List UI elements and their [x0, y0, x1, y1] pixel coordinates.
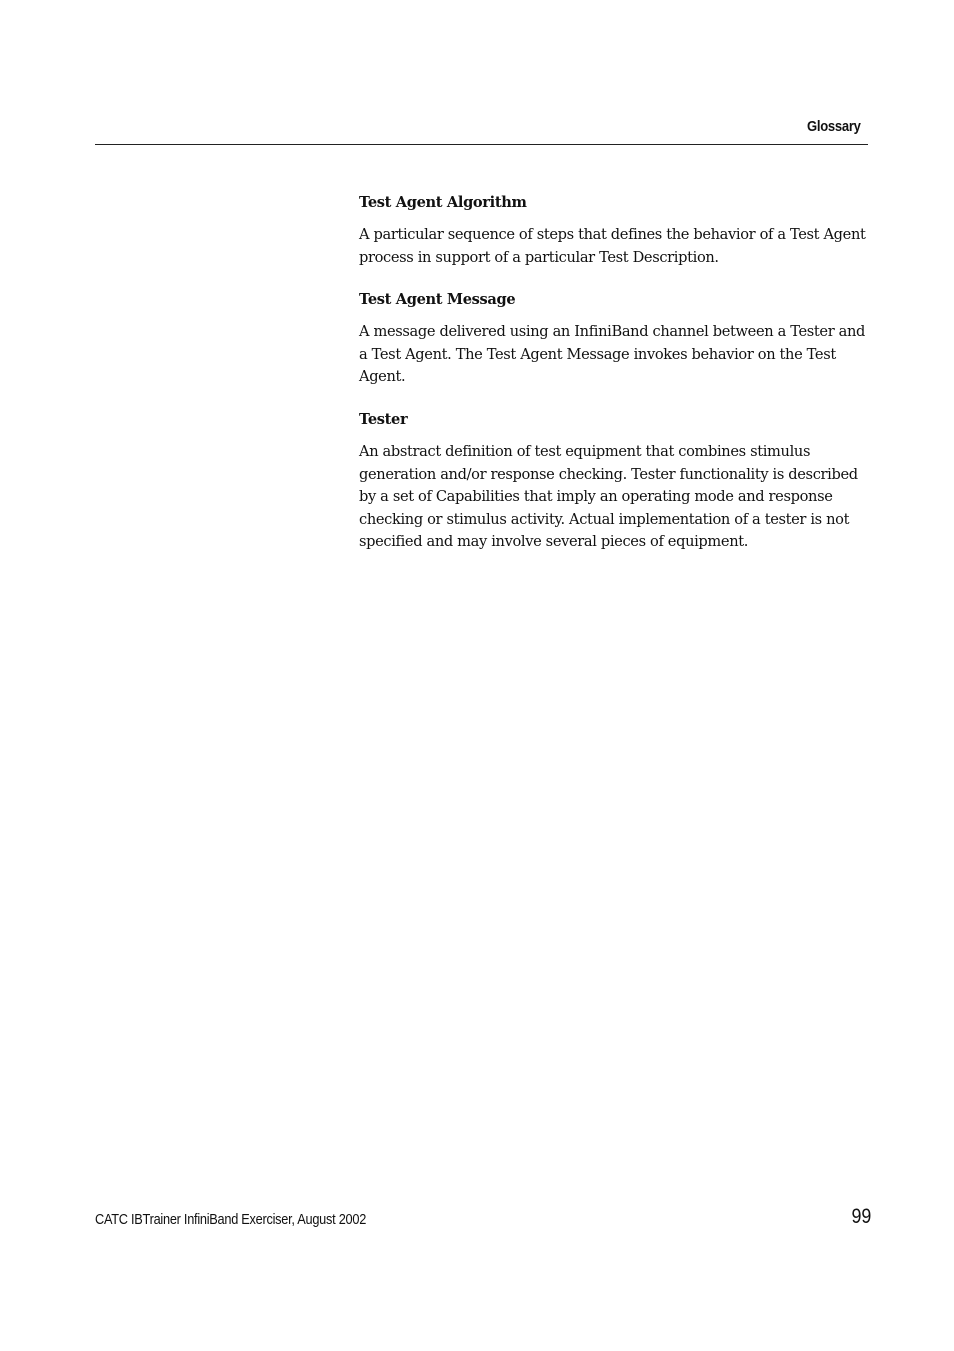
glossary-entry	[359, 409, 871, 554]
glossary-content	[359, 192, 871, 574]
glossary-term: Tester	[359, 410, 408, 428]
running-header-title: Glossary	[807, 119, 861, 135]
glossary-term: Test Agent Message	[359, 291, 516, 309]
glossary-entry	[359, 289, 871, 389]
glossary-definition: A particular sequence of steps that defines the behavior of a Test Agent process in support of a particular Test Description.	[359, 226, 866, 266]
page-number: 99	[851, 1205, 871, 1228]
glossary-definition: A message delivered using an InfiniBand channel between a Tester and a Test Agent. The Test Agent Message invokes behavior on the Test Agent.	[359, 323, 866, 386]
glossary-term: Test Agent Algorithm	[359, 194, 527, 211]
glossary-entry	[359, 192, 871, 269]
footer-document-title: CATC IBTrainer InfiniBand Exerciser, August 2002	[95, 1212, 367, 1228]
glossary-definition: An abstract definition of test equipment that combines stimulus generation and/or response checking. Tester functionality is described by a set of Capabilities that imply an operating mode and response checking or stimulus activity. Actual implementation of a tester is not specified and may involve several pieces of equipment.	[359, 442, 858, 551]
header-divider	[95, 144, 868, 145]
